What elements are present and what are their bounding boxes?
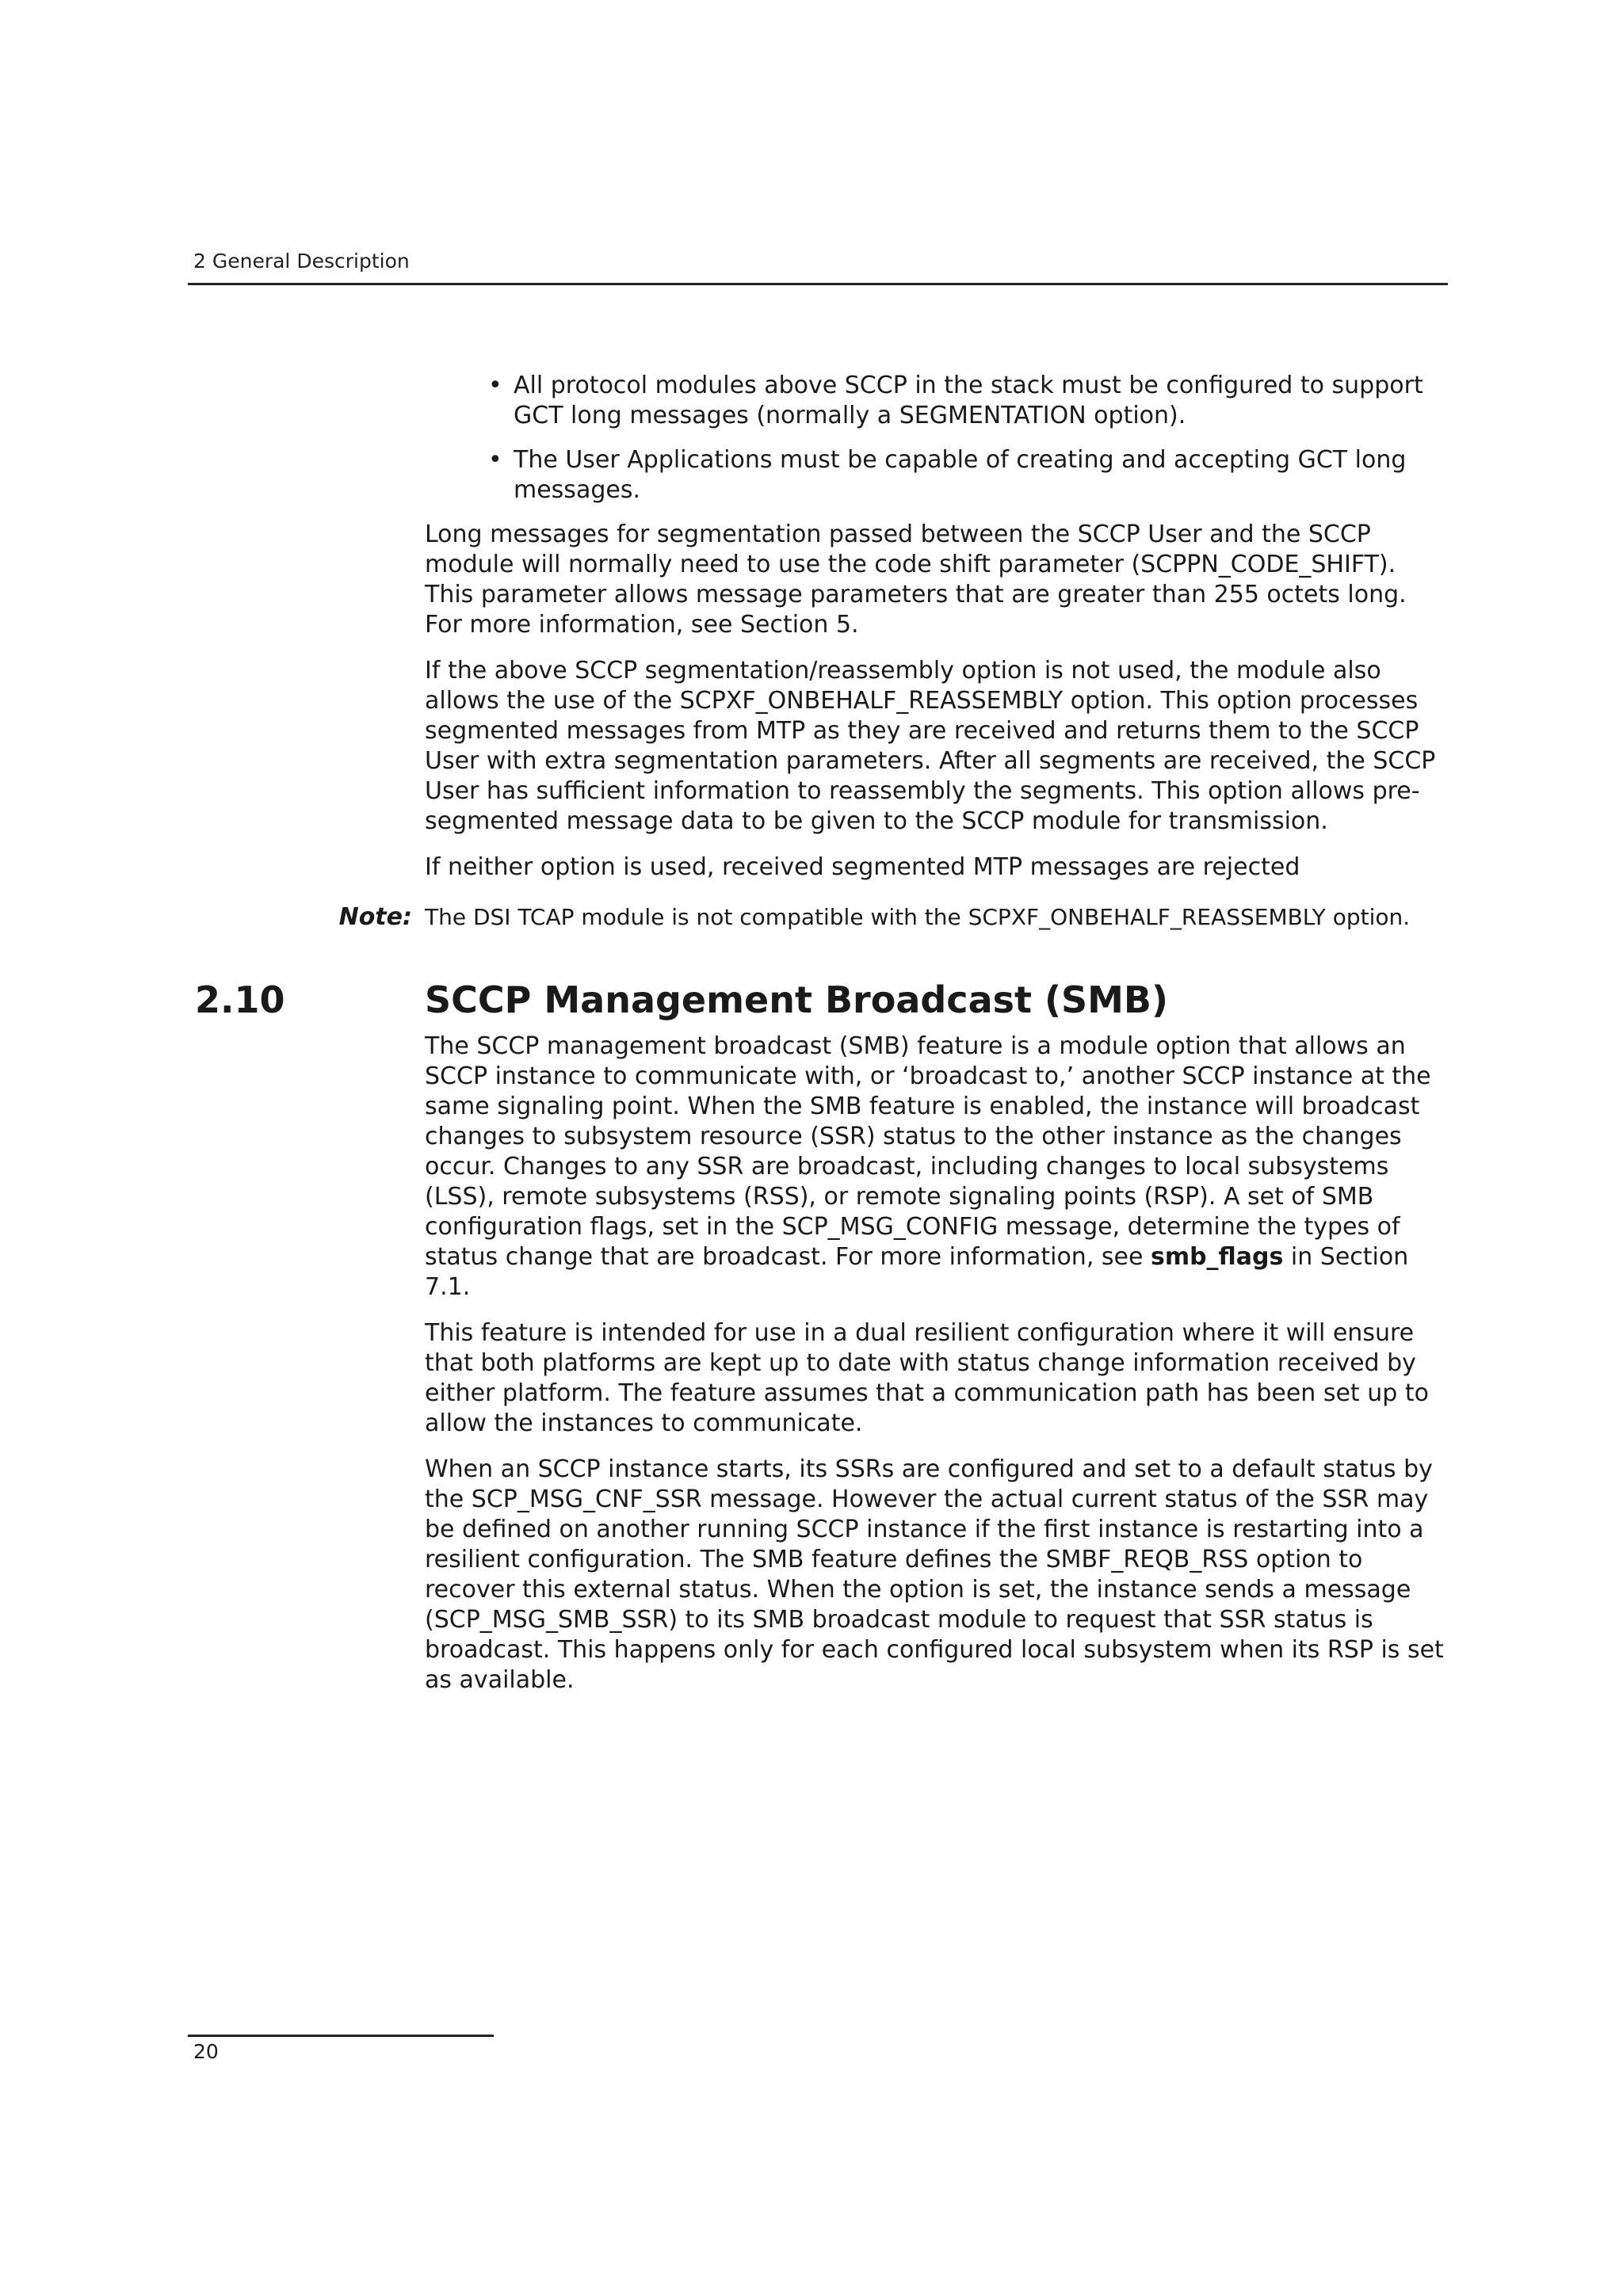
bullet-item bbox=[425, 371, 1447, 431]
header-rule bbox=[188, 283, 1448, 285]
footer-rule bbox=[188, 2035, 494, 2037]
bullet-item bbox=[425, 445, 1447, 505]
paragraph-instance-start: When an SCCP instance starts, its SSRs are configured and set to a default status by the SCP_MSG_CNF_SSR message. However the actual current status of the SSR may be defined on another running SCCP instance if the first instance is restarting into a resilient configuration. The SMB feature defines the SMBF_REQB_RSS option to recover this external status. When the option is set, the instance sends a message (SCP_MSG_SMB_SSR) to its SMB broadcast module to request that SSR status is broadcast. This happens only for each configured local subsystem when its RSP is set as available. bbox=[425, 1455, 1444, 1694]
note bbox=[338, 903, 1447, 932]
bullet-text: All protocol modules above SCCP in the stack must be configured to support GCT long messages (normally a SEGMENTATION option). bbox=[514, 372, 1423, 429]
paragraph-long-messages: Long messages for segmentation passed between the SCCP User and the SCCP module will normally need to use the code shift parameter (SCPPN_CODE_SHIFT). This parameter allows message parameters that are greater than 255 octets long. For more information, see Section 5. bbox=[425, 521, 1407, 639]
note-text: The DSI TCAP module is not compatible with the SCPXF_ONBEHALF_REASSEMBLY option. bbox=[425, 904, 1411, 930]
page-content bbox=[195, 371, 1447, 1711]
bullet-dot-icon: • bbox=[488, 446, 502, 474]
bullet-text: The User Applications must be capable of creating and accepting GCT long messages. bbox=[514, 446, 1407, 504]
paragraph-smb-intro-text: The SCCP management broadcast (SMB) feature is a module option that allows an SCCP instance to communicate with, or ‘broadcast to,’ another SCCP instance at the same signaling point. When the SMB feature is enabled, the instance will broadcast changes to subsystem resource (SSR) status to the other instance as the changes occur. Changes to any SSR are broadcast, including changes to local subsystems (LSS), remote subsystems (RSS), or remote signaling points (RSP). A set of SMB configuration flags, set in the SCP_MSG_CONFIG message, determine the types of status change that are broadcast. For more information, see bbox=[425, 1032, 1431, 1271]
bullet-dot-icon: • bbox=[488, 372, 502, 399]
section-title: SCCP Management Broadcast (SMB) bbox=[425, 978, 1169, 1021]
bullet-list bbox=[425, 371, 1447, 505]
running-header: 2 General Description bbox=[193, 250, 410, 273]
smb-flags-term: smb_flags bbox=[1150, 1243, 1284, 1271]
page-number: 20 bbox=[193, 2040, 219, 2063]
paragraph-smb-intro bbox=[425, 1032, 1447, 1302]
paragraph-dual-resilient: This feature is intended for use in a dual resilient configuration where it will ensure that both platforms are kept up to date with status change information received by either platform. The feature assumes that a communication path has been set up to allow the instances to communicate. bbox=[425, 1319, 1429, 1437]
paragraph-smb-intro-end: in Section 7.1. bbox=[425, 1243, 1409, 1301]
paragraph-onbehalf-reassembly: If the above SCCP segmentation/reassembly option is not used, the module also allows the use of the SCPXF_ONBEHALF_REASSEMBLY option. This option processes segmented messages from MTP as they are received and returns them to the SCCP User with extra segmentation parameters. After all segments are received, the SCCP User has sufficient information to reassembly the segments. This option allows pre-segmented message data to be given to the SCCP module for transmission. bbox=[425, 657, 1436, 835]
section-heading bbox=[195, 978, 1447, 1022]
section-number: 2.10 bbox=[195, 978, 285, 1021]
paragraph-rejected: If neither option is used, received segmented MTP messages are rejected bbox=[425, 853, 1300, 881]
note-label: Note: bbox=[338, 903, 412, 931]
